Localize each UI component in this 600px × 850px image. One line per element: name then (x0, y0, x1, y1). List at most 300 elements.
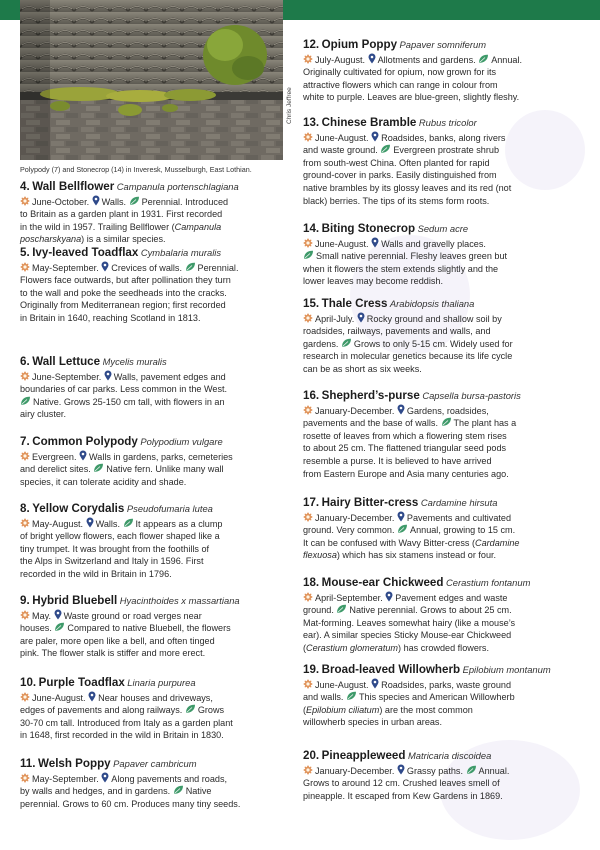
plant-description-line (303, 704, 589, 717)
location-pin-icon (371, 678, 379, 689)
plant-description-line (20, 233, 306, 246)
plant-description-line (303, 195, 589, 208)
plant-description-line (20, 312, 306, 325)
leaf-icon (346, 691, 357, 701)
flower-icon (303, 313, 313, 323)
plant-description-line (20, 798, 306, 811)
description-text: July-August. (315, 54, 368, 65)
leaf-icon (173, 785, 184, 795)
description-text: Annual. (491, 54, 523, 65)
plant-description-line (20, 450, 306, 464)
location-pin-icon (92, 195, 100, 206)
plant-entry (303, 390, 589, 480)
plant-latin-name: Papaver somniferum (399, 39, 487, 50)
description-text: in the wild in 1957. Trailing Bellflower ( (20, 221, 175, 232)
plant-description-line (303, 131, 589, 145)
species-name: poscharskyana (20, 234, 82, 245)
plant-common-name: Pineappleweed (321, 749, 406, 762)
plant-entry-heading (20, 247, 306, 260)
description-text: Waste ground or road verges near (63, 610, 202, 621)
description-text: are paler, more open like a bell, and often tinged (20, 635, 215, 646)
flower-icon (20, 773, 30, 783)
description-text: Allotments and gardens. (377, 54, 479, 65)
photo-caption: Polypody (7) and Stonecrop (14) in Inveresk, Musselburgh, East Lothian. (20, 165, 252, 174)
flower-icon (303, 765, 313, 775)
plant-common-name: Mouse-ear Chickweed (321, 576, 444, 589)
plant-description-line (303, 338, 589, 351)
plant-description-line (303, 350, 589, 363)
leaf-icon (185, 262, 196, 272)
plant-common-name: Hairy Bitter-cress (321, 496, 419, 509)
location-pin-icon (371, 131, 379, 142)
leaf-icon (123, 518, 134, 528)
species-name: flexuosa (303, 550, 337, 561)
plant-description-line (303, 455, 589, 468)
description-text: black) berries. The tips of its stems form roots. (303, 195, 490, 206)
plant-number: 10. (20, 676, 37, 689)
plant-entry-heading (303, 39, 589, 52)
description-text: ) has crowded flowers. (398, 642, 489, 653)
plant-description-line (303, 537, 589, 550)
plant-description-line (303, 417, 589, 430)
flower-icon (303, 592, 313, 602)
description-text: June-August. (315, 132, 372, 143)
description-text: May-September. (32, 262, 102, 273)
description-text: Grassy paths. (406, 765, 466, 776)
plant-entry (303, 223, 589, 288)
plant-number: 7. (20, 435, 30, 448)
flower-icon (20, 196, 30, 206)
location-pin-icon (357, 312, 365, 323)
description-text: Perennial. (197, 262, 239, 273)
description-text: The plant has a (453, 418, 517, 429)
plant-description-line (20, 274, 306, 287)
plant-description-line (20, 622, 306, 635)
plant-latin-name: Arabidopsis thaliana (389, 298, 475, 309)
plant-description-line (20, 568, 306, 581)
plant-entry (303, 117, 589, 207)
description-text: June-October. (32, 196, 92, 207)
plant-latin-name: Mycelis muralis (102, 356, 167, 367)
plant-entry (20, 595, 306, 660)
plant-latin-name: Rubus tricolor (418, 117, 477, 128)
description-text: perennial. Grows to 60 cm. Produces many tiny seeds. (20, 798, 241, 809)
plant-description-line (303, 157, 589, 170)
description-text: research in molecular genetics because its life cycle (303, 351, 513, 362)
location-pin-icon (371, 237, 379, 248)
plant-description-line (303, 169, 589, 182)
location-pin-icon (385, 591, 393, 602)
plant-common-name: Hybrid Bluebell (32, 594, 118, 607)
description-text: ) are the most common (379, 704, 473, 715)
description-text: gardens. (303, 338, 341, 349)
plant-number: 6. (20, 355, 30, 368)
description-text: attractive flowers which can range in colour from (303, 79, 498, 90)
description-text: and walls. (303, 692, 346, 703)
plant-description-line (20, 195, 306, 209)
description-text: May-September. (32, 773, 102, 784)
description-text: Mat-forming. Leaves somewhat hairy (like a mouse’s (303, 617, 516, 628)
location-pin-icon (54, 609, 62, 620)
description-text: airy cluster. (20, 409, 66, 420)
description-text: Along pavements and roads, (111, 773, 228, 784)
plant-latin-name: Cymbalaria muralis (140, 247, 222, 258)
plant-common-name: Opium Poppy (321, 38, 398, 51)
description-text: Native (185, 786, 212, 797)
plant-entry (20, 503, 306, 581)
plant-entry-heading (20, 436, 306, 449)
plant-description-line (303, 442, 589, 455)
plant-description-line (303, 678, 589, 692)
plant-description-line (303, 250, 589, 263)
location-pin-icon (397, 511, 405, 522)
description-text: and waste ground. (303, 145, 381, 156)
description-text: Crevices of walls. (111, 262, 185, 273)
location-pin-icon (104, 370, 112, 381)
flower-icon (20, 371, 30, 381)
description-text: species, it can tolerate acidity and shade. (20, 476, 187, 487)
plant-common-name: Thale Cress (321, 297, 388, 310)
plant-description-line (303, 591, 589, 605)
leaf-icon (478, 54, 489, 64)
description-text: willowherb species in urban areas. (303, 717, 443, 728)
leaf-icon (441, 417, 452, 427)
plant-description-line (303, 182, 589, 195)
plant-common-name: Ivy-leaved Toadflax (32, 246, 139, 259)
flower-icon (303, 405, 313, 415)
plant-entry-heading (20, 595, 306, 608)
description-text: by walls and hedges, and in gardens. (20, 786, 173, 797)
description-text: Originally from Mediterranean region; first recorded (20, 300, 226, 311)
plant-entry-heading (20, 758, 306, 771)
description-text: January-December. (315, 512, 397, 523)
description-text: Originally cultivated for opium, now grown for its (303, 67, 497, 78)
description-text: Native fern. Unlike many wall (106, 464, 224, 475)
plant-description-line (303, 604, 589, 617)
description-text: edges of pavements and along railways. (20, 705, 185, 716)
description-text: to about 25 cm. The flattened triangular seed pods (303, 443, 507, 454)
plant-entry-heading (303, 750, 589, 763)
description-text: Near houses and driveways, (98, 692, 213, 703)
plant-number: 15. (303, 297, 320, 310)
flower-icon (303, 512, 313, 522)
description-text: Walls in gardens, parks, cemeteries (89, 451, 233, 462)
plant-entry-heading (303, 497, 589, 510)
plant-description-line (303, 468, 589, 481)
description-text: ground-cover in parks. Easily distinguished from (303, 170, 497, 181)
description-text: Walls. (101, 196, 129, 207)
plant-entry-heading (303, 223, 589, 236)
description-text: Compared to native Bluebell, the flowers (67, 623, 231, 634)
description-text: Native perennial. Grows to about 25 cm. (349, 605, 512, 616)
plant-latin-name: Linaria purpurea (127, 677, 196, 688)
species-name: Cerastium glomeratum (306, 642, 399, 653)
plant-description-line (20, 555, 306, 568)
plant-description-line (20, 476, 306, 489)
description-text: can be as short as six weeks. (303, 363, 422, 374)
plant-entry-heading (20, 356, 306, 369)
plant-latin-name: Epilobium montanum (462, 664, 551, 675)
plant-common-name: Wall Bellflower (32, 180, 115, 193)
description-text: from Eastern Europe and Asia many centuries ago. (303, 468, 509, 479)
plant-description-line (303, 263, 589, 276)
species-name: Campanula (174, 221, 222, 232)
plant-description-line (20, 543, 306, 556)
description-text: white to purple. Leaves are blue-green, slightly fleshy. (303, 92, 520, 103)
plant-common-name: Purple Toadflax (38, 676, 125, 689)
plant-latin-name: Cardamine hirsuta (420, 497, 498, 508)
plant-description-line (20, 208, 306, 221)
description-text: Gardens, roadsides, (406, 405, 489, 416)
description-text: 30-70 cm tall. Introduced from Italy as a garden plant (20, 717, 233, 728)
description-text: January-December. (315, 765, 397, 776)
description-text: This species and American Willowherb (358, 692, 515, 703)
plant-number: 8. (20, 502, 30, 515)
leaf-icon (54, 622, 65, 632)
description-text: Grows to around 12 cm. Crushed leaves smell of (303, 778, 500, 789)
plant-common-name: Welsh Poppy (38, 757, 111, 770)
description-text: resemble a purse. It is believed to have arrived (303, 455, 492, 466)
description-text: ) which has six stamens instead or four. (336, 550, 497, 561)
plant-description-line (303, 524, 589, 537)
description-text: Pavement edges and waste (395, 592, 508, 603)
plant-number: 5. (20, 246, 30, 259)
description-text: June-August. (32, 692, 89, 703)
plant-number: 18. (303, 576, 320, 589)
description-text: Rocky ground and shallow soil by (366, 313, 502, 324)
description-text: June-August. (315, 238, 372, 249)
description-text: ( (303, 642, 307, 653)
flower-icon (20, 262, 30, 272)
plant-description-line (303, 691, 589, 704)
plant-latin-name: Cerastium fontanum (445, 577, 531, 588)
plant-description-line (303, 629, 589, 642)
plant-entry (303, 298, 589, 376)
plant-description-line (20, 408, 306, 421)
plant-description-line (20, 717, 306, 730)
description-text: ( (303, 704, 307, 715)
description-text: It can be confused with Wavy Bitter-cress ( (303, 537, 475, 548)
plant-number: 9. (20, 594, 30, 607)
description-text: Annual, growing to 15 cm. (410, 525, 516, 536)
plant-common-name: Yellow Corydalis (32, 502, 125, 515)
description-text: May-August. (32, 518, 86, 529)
plant-description-line (303, 275, 589, 288)
description-text: Small native perennial. Fleshy leaves green but (316, 251, 508, 262)
leaf-icon (341, 338, 352, 348)
description-text: ) is a similar species. (81, 234, 166, 245)
plant-entry-heading (20, 677, 306, 690)
description-text: and derelict sites. (20, 464, 94, 475)
flower-icon (303, 238, 313, 248)
description-text: pink. The flower stalk is stiffer and more erect. (20, 648, 206, 659)
description-text: Native. Grows 25-150 cm tall, with flowers in an (33, 396, 225, 407)
description-text: houses. (20, 623, 55, 634)
location-pin-icon (368, 53, 376, 64)
leaf-icon (336, 604, 347, 614)
plant-entry (303, 750, 589, 802)
description-text: Roadsides, banks, along rivers (381, 132, 506, 143)
plant-latin-name: Polypodium vulgare (140, 436, 223, 447)
flower-icon (303, 54, 313, 64)
wall-plants-photo (20, 0, 283, 160)
flower-icon (20, 692, 30, 702)
plant-description-line (20, 691, 306, 705)
plant-description-line (303, 53, 589, 67)
flower-icon (303, 679, 313, 689)
plant-number: 11. (20, 757, 36, 770)
plant-description-line (20, 383, 306, 396)
plant-latin-name: Papaver cambricum (113, 758, 197, 769)
description-text: June-August. (315, 679, 372, 690)
leaf-icon (303, 250, 314, 260)
plant-common-name: Biting Stonecrop (321, 222, 416, 235)
description-text: Pavements and cultivated (406, 512, 512, 523)
plant-entry-heading (303, 117, 589, 130)
plant-entry-heading (20, 181, 306, 194)
plant-common-name: Broad-leaved Willowherb (321, 663, 461, 676)
plant-number: 20. (303, 749, 320, 762)
plant-description-line (20, 463, 306, 476)
plant-description-line (303, 363, 589, 376)
plant-entry (303, 39, 589, 104)
plant-latin-name: Capsella bursa-pastoris (422, 390, 521, 401)
description-text: April-July. (315, 313, 357, 324)
location-pin-icon (101, 261, 109, 272)
description-text: lower leaves may become reddish. (303, 276, 444, 287)
plant-description-line (303, 716, 589, 729)
plant-entry-heading (303, 298, 589, 311)
plant-number: 13. (303, 116, 320, 129)
plant-description-line (20, 396, 306, 409)
description-text: Walls, pavement edges and (113, 371, 226, 382)
location-pin-icon (397, 764, 405, 775)
description-text: pineapple. It escaped from Kew Gardens in 1869. (303, 790, 503, 801)
description-text: ear). A similar species Sticky Mouse-ear Chickweed (303, 630, 512, 641)
plant-entry (303, 664, 589, 729)
plant-description-line (20, 530, 306, 543)
plant-latin-name: Campanula portenschlagiana (116, 181, 239, 192)
plant-number: 14. (303, 222, 320, 235)
description-text: Grows (197, 705, 225, 716)
plant-description-line (303, 312, 589, 326)
plant-description-line (303, 404, 589, 418)
plant-entry (303, 497, 589, 562)
description-text: in Britain in 1640, reaching Scotland in 1813. (20, 312, 201, 323)
description-text: to the wall and poke the seedheads into the cracks. (20, 287, 227, 298)
leaf-icon (129, 196, 140, 206)
plant-description-line (303, 66, 589, 79)
plant-description-line (20, 517, 306, 531)
flower-icon (20, 451, 30, 461)
description-text: roadsides, railways, pavements and walls, and (303, 326, 491, 337)
flower-icon (20, 610, 30, 620)
plant-description-line (20, 261, 306, 275)
plant-entry-heading (303, 577, 589, 590)
description-text: in 1648, first recorded in the wild in Britain in 1830. (20, 730, 224, 741)
plant-entry-heading (303, 390, 589, 403)
leaf-icon (466, 765, 477, 775)
plant-common-name: Chinese Bramble (321, 116, 417, 129)
plant-description-line (303, 237, 589, 251)
plant-latin-name: Matricaria discoidea (407, 750, 492, 761)
description-text: April-September. (315, 592, 386, 603)
description-text: ground. Very common. (303, 525, 398, 536)
leaf-icon (185, 704, 196, 714)
plant-entry (20, 181, 306, 246)
plant-description-line (20, 287, 306, 300)
description-text: Flowers face outwards, but after pollination they turn (20, 275, 231, 286)
plant-entry-heading (303, 664, 589, 677)
leaf-icon (93, 463, 104, 473)
plant-entry (20, 247, 306, 325)
plant-latin-name: Sedum acre (417, 223, 469, 234)
leaf-icon (380, 144, 391, 154)
leaf-icon (20, 396, 31, 406)
plant-description-line (303, 617, 589, 630)
plant-description-line (303, 91, 589, 104)
plant-entry-heading (20, 503, 306, 516)
location-pin-icon (79, 450, 87, 461)
description-text: Perennial. Introduced (141, 196, 229, 207)
plant-description-line (20, 370, 306, 384)
flower-icon (303, 132, 313, 142)
plant-number: 4. (20, 180, 30, 193)
plant-description-line (20, 609, 306, 623)
plant-description-line (20, 647, 306, 660)
description-text: Roadsides, parks, waste ground (381, 679, 512, 690)
plant-description-line (303, 144, 589, 157)
description-text: native brambles by its glossy leaves and its red (not (303, 182, 512, 193)
plant-entry (20, 436, 306, 488)
description-text: tiny trumpet. It was brought from the foothills of (20, 543, 210, 554)
description-text: when it flowers the stem extends slightly and the (303, 263, 499, 274)
description-text: ground. (303, 605, 337, 616)
description-text: Annual. (478, 765, 510, 776)
description-text: from south-west China. Often planted for rapid (303, 157, 490, 168)
plant-common-name: Wall Lettuce (32, 355, 101, 368)
plant-description-line (20, 221, 306, 234)
plant-description-line (20, 635, 306, 648)
description-text: Evergreen prostrate shrub (393, 145, 500, 156)
description-text: Walls. (95, 518, 123, 529)
plant-entry (20, 677, 306, 742)
location-pin-icon (86, 517, 94, 528)
description-text: the Alps in Switzerland and Italy in 1596. First (20, 556, 204, 567)
plant-description-line (20, 785, 306, 798)
description-text: May. (32, 610, 54, 621)
location-pin-icon (101, 772, 109, 783)
plant-number: 17. (303, 496, 320, 509)
flower-icon (20, 518, 30, 528)
plant-number: 16. (303, 389, 320, 402)
plant-description-line (303, 642, 589, 655)
species-name: Cardamine (475, 537, 520, 548)
species-name: Epilobium ciliatum (306, 704, 380, 715)
plant-entry (303, 577, 589, 655)
plant-number: 12. (303, 38, 320, 51)
plant-description-line (20, 299, 306, 312)
plant-number: 19. (303, 663, 320, 676)
description-text: of bright yellow flowers, each flower shaped like a (20, 531, 220, 542)
description-text: pavements and the base of walls. (303, 418, 441, 429)
plant-description-line (303, 430, 589, 443)
plant-latin-name: Pseudofumaria lutea (126, 503, 213, 514)
description-text: Grows to only 5-15 cm. Widely used for (353, 338, 513, 349)
plant-description-line (20, 704, 306, 717)
description-text: Walls and gravelly places. (381, 238, 486, 249)
plant-description-line (20, 729, 306, 742)
